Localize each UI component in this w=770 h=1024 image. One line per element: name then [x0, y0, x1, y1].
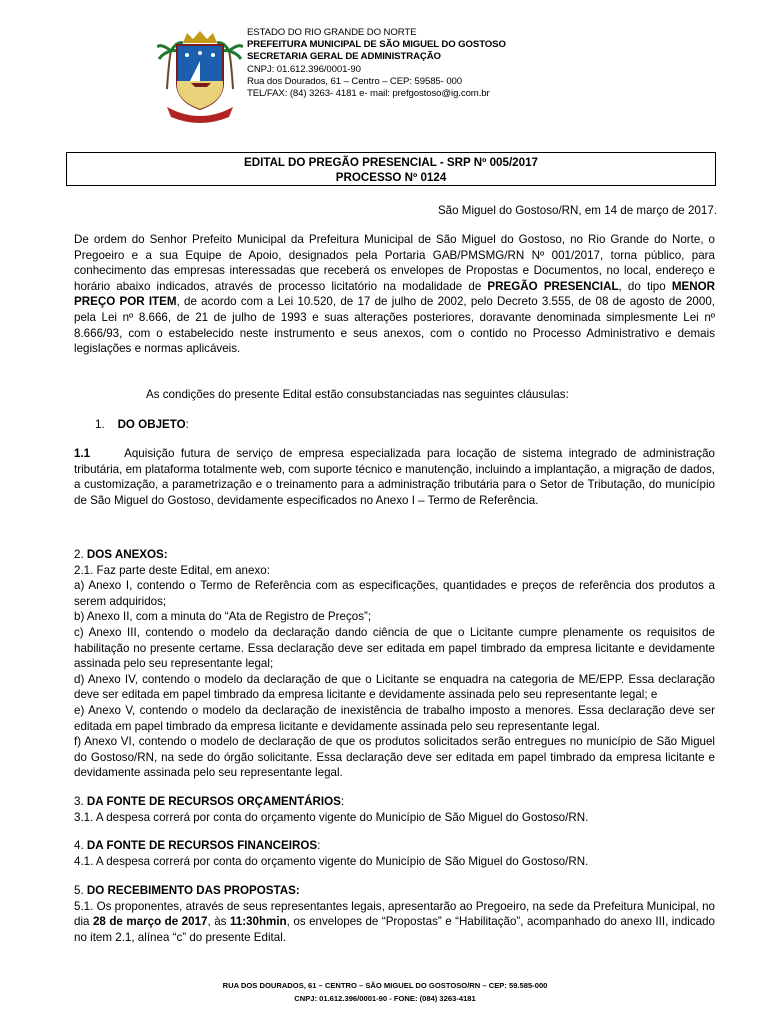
letterhead-secretaria: SECRETARIA GERAL DE ADMINISTRAÇÃO [247, 51, 441, 63]
section-1-heading [95, 418, 189, 431]
edital-title: EDITAL DO PREGÃO PRESENCIAL - SRP Nº 005/2017 [244, 156, 538, 169]
section-2-line: e) Anexo V, contendo o modelo da declaração de inexistência de trabalho imposto a menores. Essa declaração deve ser editada em papel timbrado da empresa licitante e devidamente assinada pelo seu representante legal. [74, 703, 715, 733]
letterhead-contact: TEL/FAX: (84) 3263- 4181 e- mail: prefgostoso@ig.com.br [247, 88, 490, 100]
section-4-colon: : [317, 839, 321, 852]
section-2-title: DOS ANEXOS: [86, 548, 168, 561]
section-4-text: 4.1. A despesa correrá por conta do orçamento vigente do Município de São Miguel do Gostoso/RN. [74, 854, 589, 868]
item-1-1-number: 1.1 [74, 447, 91, 460]
section-5-title: DO RECEBIMENTO DAS PROPOSTAS: [86, 884, 300, 897]
item-1-1-text: Aquisição futura de serviço de empresa especializada para locação de sistema integrado de administração tributária, em plataforma totalmente web, com suporte técnico e manutenção, incluindo a implantação, a migração de dados, a customização, a parametrização e o treinamento para a administração tributária para o Setor de Tributação, do município de São Miguel do Gostoso, devidamente especificados no Anexo I – Termo de Referência. [74, 447, 715, 507]
section-1-number: 1. [95, 418, 105, 431]
proposal-time: 11:30hmin [229, 915, 287, 929]
section-3-heading [74, 794, 715, 810]
section-5-text-1: 5.1. Os proponentes, através de seus representantes legais, apresentarão ao Pregoeiro, na sede da Prefeitura Municipal, no dia [74, 899, 715, 929]
intro-bold-1: PREGÃO PRESENCIAL [487, 279, 619, 293]
footer-cnpj: CNPJ: 01.612.396/0001-90 - FONE: (084) 3263-4181 [294, 994, 476, 1003]
section-3-number: 3. [74, 795, 84, 808]
letterhead-address: Rua dos Dourados, 61 – Centro – CEP: 59585- 000 [247, 75, 463, 87]
section-3-text: 3.1. A despesa correrá por conta do orçamento vigente do Município de São Miguel do Gostoso/RN. [74, 810, 589, 824]
section-2 [74, 547, 715, 781]
section-4-title: DA FONTE DE RECURSOS FINANCEIROS [86, 839, 318, 852]
intro-text-1: De ordem do Senhor Prefeito Municipal da Prefeitura Municipal de São Miguel do Gostoso, no Rio Grande do Norte, o Pregoeiro e a sua Equipe de Apoio, designados pela Portaria GAB/PMSMG/RN Nº 001/2017, torna público, para conhecimento das empresas interessadas que receberá os envelopes de Propostas e Documentos, no local, endereço e horário abaixo indicados, através de processo licitatório na modalidade de [74, 233, 715, 293]
section-2-line: b) Anexo II, com a minuta do “Ata de Registro de Preços”; [74, 610, 372, 624]
letterhead [247, 27, 506, 100]
section-3-colon: : [340, 795, 345, 808]
section-2-heading [74, 547, 715, 563]
intro-text-2: , do tipo [618, 279, 672, 293]
municipal-coat-of-arms-icon [157, 29, 243, 123]
letterhead-state: ESTADO DO RIO GRANDE DO NORTE [247, 27, 417, 38]
section-5-number: 5. [74, 884, 84, 897]
section-5 [74, 883, 715, 945]
conditions-line: As condições do presente Edital estão consubstanciadas nas seguintes cláusulas: [146, 388, 569, 401]
section-4-heading [74, 838, 715, 854]
section-2-line: d) Anexo IV, contendo o modelo da declaração de que o Licitante se enquadra na categoria de ME/EPP. Essa declaração deve ser editada em papel timbrado da empresa licitante e devidamente assinada pelo seu representante legal; e [74, 672, 715, 702]
edital-title-box [66, 152, 716, 186]
section-5-text-2: , às [207, 915, 230, 929]
intro-bold-2: MENOR PREÇO POR ITEM [74, 279, 715, 309]
section-1-colon: : [185, 418, 189, 431]
section-5-text [74, 899, 715, 946]
section-1-item [74, 446, 715, 508]
section-3 [74, 794, 715, 825]
intro-text-3: , de acordo com a Lei 10.520, de 17 de julho de 2002, pelo Decreto 3.555, de 08 de agosto de 2000, pela Lei nº 8.666, de 21 de julho de 1993 e suas alterações posteriores, doravante denominada simplesmente Lei nº 8.666/93, com o estabelecido neste instrumento e seus anexos, com o contido no Processo Administrativo e demais legislações e normas aplicáveis. [74, 295, 715, 356]
proposal-date: 28 de março de 2017 [92, 915, 208, 929]
intro-paragraph [74, 232, 715, 357]
section-5-heading [74, 883, 715, 899]
process-number: PROCESSO Nº 0124 [335, 171, 447, 184]
date-line: São Miguel do Gostoso/RN, em 14 de março de 2017. [437, 204, 717, 217]
section-4-number: 4. [74, 839, 84, 852]
section-2-line: a) Anexo I, contendo o Termo de Referência com as especificações, quantidades e preços de referência dos produtos a serem adquiridos; [74, 579, 715, 608]
section-4 [74, 838, 715, 869]
section-2-number: 2. [74, 548, 84, 561]
section-3-title: DA FONTE DE RECURSOS ORÇAMENTÁRIOS [86, 795, 341, 808]
section-2-line: c) Anexo III, contendo o modelo da declaração dando ciência de que o Licitante cumpre plenamente os requisitos de habilitação no presente certame. Essa declaração deve ser editada em papel timbrado da empresa licitante e devidamente assinada pelo seu representante legal; [74, 625, 715, 671]
letterhead-cnpj: CNPJ: 01.612.396/0001-90 [247, 63, 361, 75]
letterhead-prefeitura: PREFEITURA MUNICIPAL DE SÃO MIGUEL DO GOSTOSO [247, 39, 506, 51]
section-2-line: f) Anexo VI, contendo o modelo de declaração de que os produtos solicitados serão entregues no município de São Miguel do Gostoso/RN, na sede do órgão solicitante. Essa declaração deve ser editada em papel timbrado da empresa licitante e devidamente assinada pelo seu representante legal. [74, 735, 715, 780]
section-1-title: DO OBJETO [117, 418, 186, 431]
section-5-text-3: , os envelopes de “Propostas” e “Habilitação”, acompanhado do anexo III, indicado no item 2.1, alínea “c” do presente Edital. [74, 915, 715, 944]
footer-address: RUA DOS DOURADOS, 61 – CENTRO – SÃO MIGUEL DO GOSTOSO/RN – CEP: 59.585-000 [222, 981, 548, 990]
section-2-line: 2.1. Faz parte deste Edital, em anexo: [74, 563, 270, 577]
